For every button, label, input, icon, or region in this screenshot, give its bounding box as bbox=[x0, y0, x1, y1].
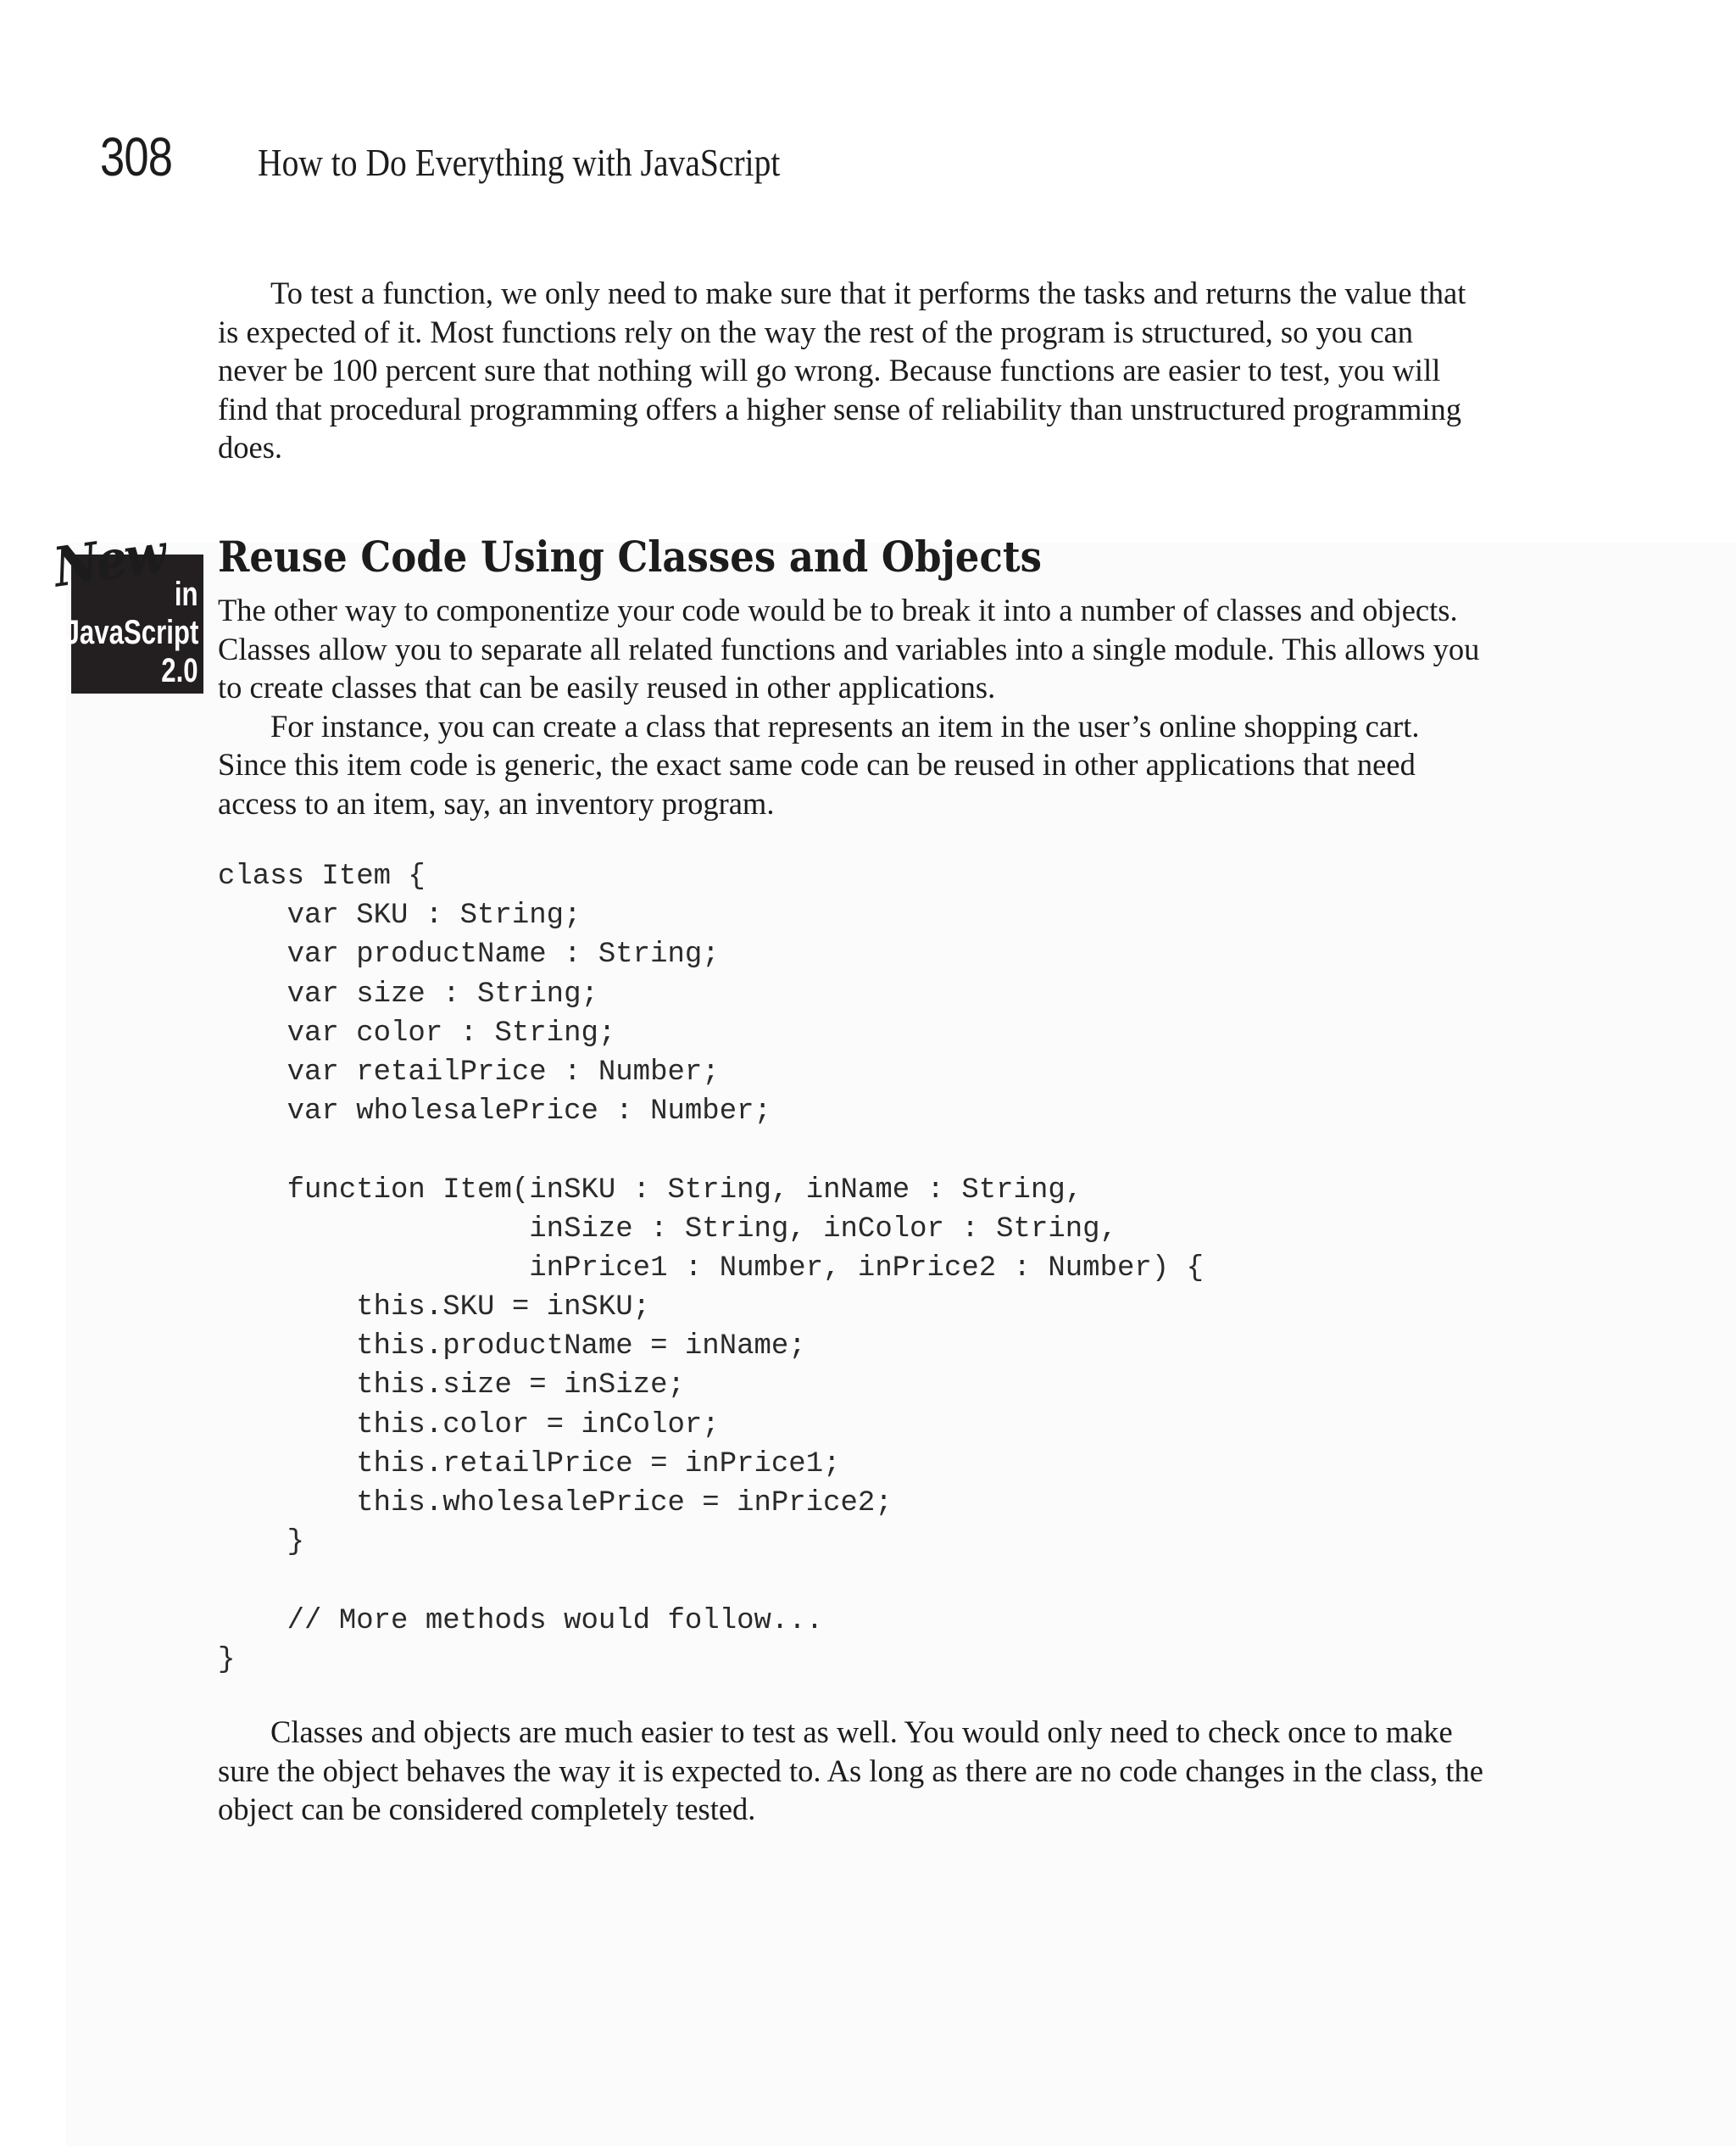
book-title: How to Do Everything with JavaScript bbox=[258, 141, 781, 184]
code-line: var color : String; bbox=[218, 1017, 616, 1050]
code-line: var retailPrice : Number; bbox=[218, 1056, 720, 1089]
code-line: inPrice1 : Number, inPrice2 : Number) { bbox=[218, 1251, 1204, 1285]
section-paragraph-2: For instance, you can create a class that represents an item in the user’s online shopping cart. Since this item code is generic, the exact same code can be reused in other applications that need access to an item, say, an inventory program. bbox=[218, 708, 1420, 821]
code-line: // More methods would follow... bbox=[218, 1604, 824, 1637]
code-line: class Item { bbox=[218, 861, 426, 893]
code-listing bbox=[218, 857, 1204, 1680]
code-line bbox=[218, 1562, 1204, 1601]
code-line: this.retailPrice = inPrice1; bbox=[218, 1447, 841, 1480]
code-line: var productName : String; bbox=[218, 939, 720, 972]
page-number: 308 bbox=[100, 126, 173, 187]
code-line: var SKU : String; bbox=[218, 900, 581, 933]
code-line: } bbox=[218, 1526, 305, 1559]
section-heading: Reuse Code Using Classes and Objects bbox=[218, 532, 1042, 582]
code-line bbox=[218, 1131, 1204, 1170]
closing-paragraph: Classes and objects are much easier to test as well. You would only need to check once to make sure the object behaves the way it is expected to. As long as there are no code changes in the class, the object can be considered completely tested. bbox=[218, 1714, 1483, 1826]
intro-paragraph: To test a function, we only need to make sure that it performs the tasks and returns the value that is expected of it. Most functions rely on the way the rest of the program is structured, so you can never be 100 percent sure that nothing will go wrong. Because functions are easier to test, you will find that procedural programming offers a higher sense of reliability than unstructured programming does. bbox=[218, 276, 1466, 465]
section-body bbox=[218, 591, 1489, 822]
section-paragraph-1: The other way to componentize your code would be to break it into a number of classes and objects. Classes allow you to separate all related functions and variables into a single module. This allows you to create classes that can be easily reused in other applications. bbox=[218, 593, 1480, 705]
code-line: this.color = inColor; bbox=[218, 1408, 720, 1441]
code-line: function Item(inSKU : String, inName : String, bbox=[218, 1173, 1083, 1207]
badge-new-label: New bbox=[49, 521, 169, 600]
badge-version-label: 2.0 bbox=[161, 652, 198, 689]
code-line: this.productName = inName; bbox=[218, 1330, 806, 1363]
badge-in-label: in bbox=[175, 576, 198, 613]
code-line: var wholesalePrice : Number; bbox=[218, 1095, 771, 1129]
code-line: var size : String; bbox=[218, 978, 598, 1011]
new-in-javascript-badge bbox=[49, 521, 203, 694]
intro-block bbox=[218, 274, 1489, 467]
code-line: } bbox=[218, 1643, 236, 1676]
code-line: this.wholesalePrice = inPrice2; bbox=[218, 1487, 893, 1519]
code-line: this.SKU = inSKU; bbox=[218, 1291, 651, 1324]
badge-language-label: JavaScript bbox=[64, 614, 198, 651]
code-line: this.size = inSize; bbox=[218, 1369, 685, 1402]
code-line: inSize : String, inColor : String, bbox=[218, 1212, 1117, 1246]
closing-block bbox=[218, 1713, 1489, 1829]
